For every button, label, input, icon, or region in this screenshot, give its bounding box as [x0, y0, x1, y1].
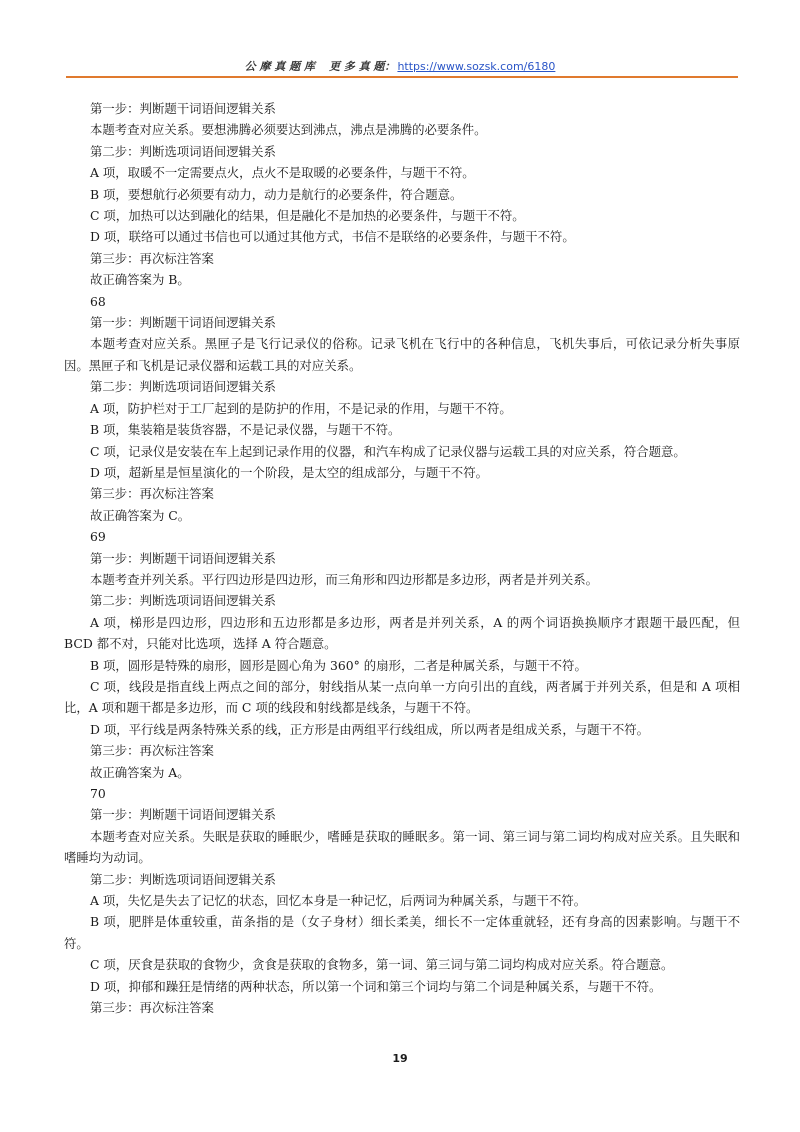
paragraph: 故正确答案为 C。 [90, 507, 191, 523]
paragraph: C 项，记录仪是安装在车上起到记录作用的仪器，和汽车构成了记录仪器与运载工具的对应关系，符合题意。 [90, 443, 686, 459]
paragraph: 第二步：判断选项词语间逻辑关系 [90, 871, 276, 887]
paragraph: 本题考查对应关系。要想沸腾必须要达到沸点，沸点是沸腾的必要条件。 [90, 122, 487, 138]
header-brand: 公 摩 真 题 库 [244, 60, 315, 73]
paragraph: A 项，梯形是四边形，四边形和五边形都是多边形，两者是并列关系，A 的两个词语换换顺序才跟题干最匹配，但 BCD 都不对，只能对比选项，选择 A 符合题意。 [64, 614, 740, 652]
paragraph: 70 [90, 786, 106, 801]
paragraph: 第一步：判断题干词语间逻辑关系 [90, 550, 276, 566]
page-header [0, 58, 800, 74]
paragraph: 第三步：再次标注答案 [90, 743, 214, 759]
paragraph: 第三步：再次标注答案 [90, 486, 214, 502]
header-divider [66, 76, 738, 78]
paragraph: 第一步：判断题干词语间逻辑关系 [90, 101, 276, 116]
paragraph: D 项，抑郁和躁狂是情绪的两种状态，所以第一个词和第三个词均与第二个词是种属关系，与题干不符。 [90, 978, 662, 994]
paragraph: B 项，圆形是特殊的扇形，圆形是圆心角为 360° 的扇形，二者是种属关系，与题干不符。 [90, 657, 587, 673]
page-number: 19 [392, 1052, 408, 1065]
paragraph: C 项，加热可以达到融化的结果，但是融化不是加热的必要条件，与题干不符。 [90, 208, 525, 224]
paragraph: 本题考查对应关系。黑匣子是飞行记录仪的俗称。记录飞机在飞行中的各种信息，飞机失事后，可依记录分析失事原因。黑匣子和飞机是记录仪器和运载工具的对应关系。 [64, 336, 740, 373]
paragraph: 本题考查对应关系。失眠是获取的睡眠少，嗜睡是获取的睡眠多。第一词、第三词与第二词均构成对应关系。且失眠和嗜睡均为动词。 [64, 828, 740, 866]
paragraph: 故正确答案为 A。 [90, 764, 190, 780]
paragraph: 第三步：再次标注答案 [90, 1000, 214, 1016]
paragraph: 第二步：判断选项词语间逻辑关系 [90, 593, 276, 609]
header-more-label: 更 多 真 题： [328, 60, 396, 73]
paragraph: 第三步：再次标注答案 [90, 250, 214, 266]
paragraph: 69 [90, 529, 106, 545]
paragraph: B 项，集装箱是装货容器，不是记录仪器，与题干不符。 [90, 422, 401, 438]
paragraph: A 项，防护栏对于工厂起到的是防护的作用，不是记录的作用，与题干不符。 [90, 400, 512, 416]
paragraph: 第一步：判断题干词语间逻辑关系 [90, 807, 276, 823]
paragraph: 本题考查并列关系。平行四边形是四边形，而三角形和四边形都是多边形，两者是并列关系。 [90, 571, 599, 587]
paragraph: C 项，厌食是获取的食物少，贪食是获取的食物多，第一词、第三词与第二词均构成对应关系。符合题意。 [90, 957, 674, 973]
paragraph: 68 [90, 293, 106, 309]
paragraph: D 项，联络可以通过书信也可以通过其他方式，书信不是联络的必要条件，与题干不符。 [90, 229, 575, 245]
paragraph: 第二步：判断选项词语间逻辑关系 [90, 143, 276, 159]
paragraph: C 项，线段是指直线上两点之间的部分，射线指从某一点向单一方向引出的直线，两者属于并列关系，但是和 A 项相比，A 项和题干都是多边形，而 C 项的线段和射线都是线条，与题干不符。 [64, 678, 740, 716]
paragraph: B 项，肥胖是体重较重，苗条指的是（女子身材）细长柔美，细长不一定体重就轻，还有身高的因素影响。与题干不符。 [64, 914, 740, 951]
paragraph: 第一步：判断题干词语间逻辑关系 [90, 315, 276, 331]
paragraph: 故正确答案为 B。 [90, 272, 190, 288]
paragraph: A 项，取暖不一定需要点火，点火不是取暖的必要条件，与题干不符。 [90, 165, 475, 181]
paragraph: A 项，失忆是失去了记忆的状态，回忆本身是一种记忆，后两词为种属关系，与题干不符。 [90, 893, 587, 909]
paragraph: 第二步：判断选项词语间逻辑关系 [90, 379, 276, 395]
paragraph: B 项，要想航行必须要有动力，动力是航行的必要条件，符合题意。 [90, 186, 463, 202]
paragraph: D 项，超新星是恒星演化的一个阶段，是太空的组成部分，与题干不符。 [90, 464, 488, 480]
document-body [64, 98, 740, 1018]
paragraph: D 项，平行线是两条特殊关系的线，正方形是由两组平行线组成，所以两者是组成关系，与题干不符。 [90, 721, 650, 737]
header-url-link[interactable]: https://www.sozsk.com/6180 [397, 60, 556, 73]
